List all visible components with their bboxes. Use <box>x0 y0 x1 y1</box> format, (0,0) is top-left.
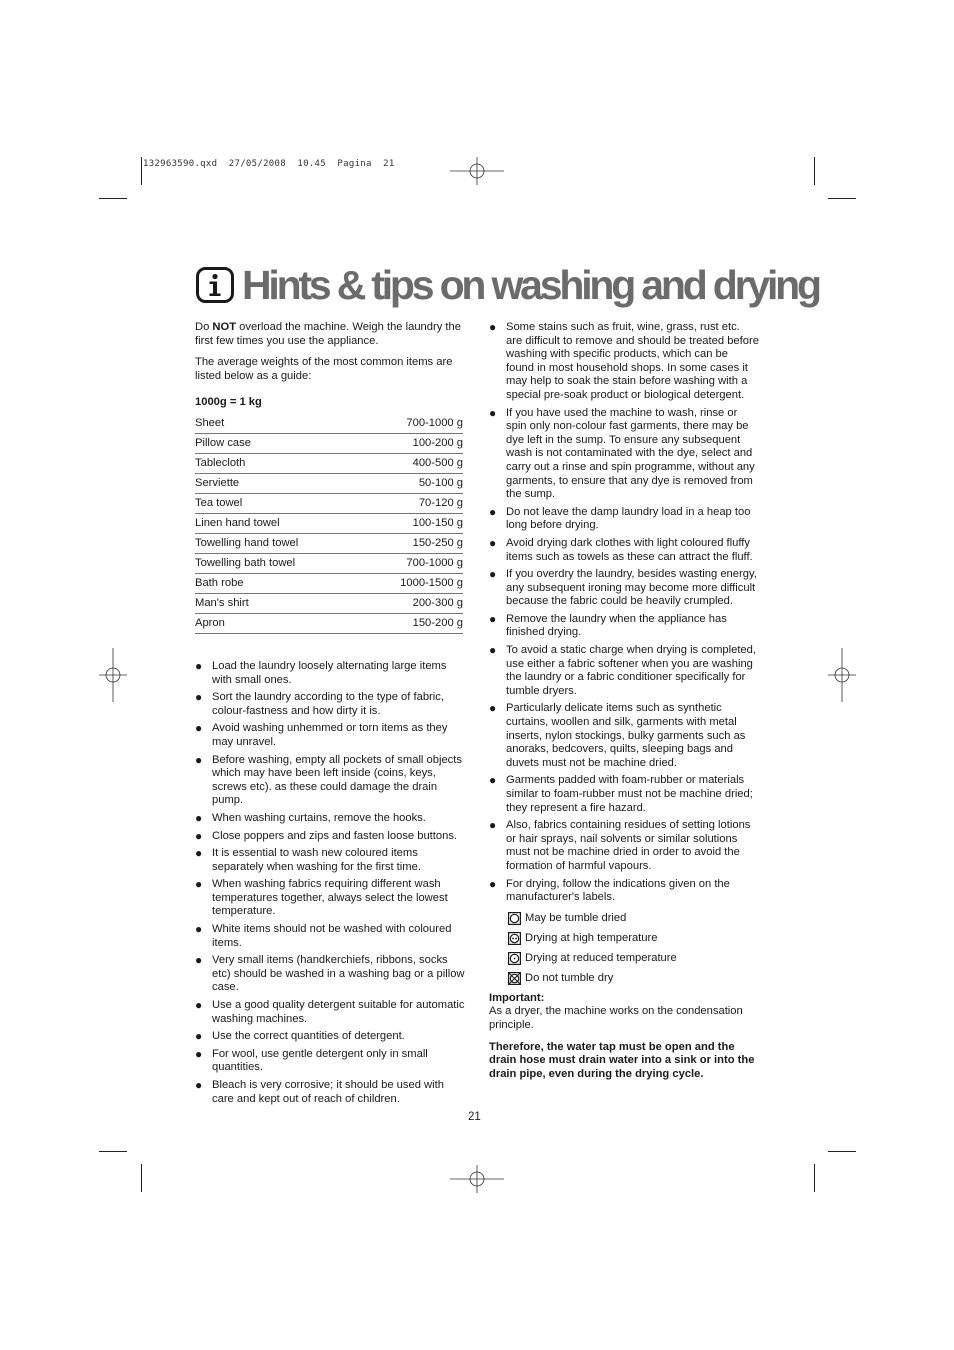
item-name: Pillow case <box>195 433 362 453</box>
care-symbol-row: Drying at reduced temperature <box>508 949 759 969</box>
bullet-icon: ● <box>195 1029 203 1044</box>
list-item-text: Close poppers and zips and fasten loose buttons. <box>212 829 458 842</box>
bullet-icon: ● <box>195 922 203 937</box>
table-row <box>195 513 463 533</box>
bullet-icon: ● <box>489 320 497 334</box>
crop-mark <box>828 1151 856 1152</box>
list-item-text: If you overdry the laundry, besides wasting energy, any subsequent ironing may become more difficult because the fabric could be heavily crumpled. <box>506 568 757 608</box>
item-name: Linen hand towel <box>195 513 362 533</box>
bullet-icon: ● <box>489 876 497 891</box>
item-weight: 70-120 g <box>362 493 463 513</box>
list-item <box>195 830 465 844</box>
bullet-icon: ● <box>489 504 497 519</box>
item-name: Tablecloth <box>195 453 362 473</box>
list-item-text: Remove the laundry when the appliance has finished drying. <box>506 612 727 639</box>
list-item <box>195 754 465 808</box>
bullet-icon: ● <box>195 752 203 767</box>
tumble-dry-icon <box>508 912 521 925</box>
intro-paragraph: Do NOT overload the machine. Weigh the laundry the first few times you use the appliance. <box>195 321 461 347</box>
table-row <box>195 533 463 553</box>
bullet-icon: ● <box>489 643 497 658</box>
list-item-text: Some stains such as fruit, wine, grass, rust etc. are difficult to remove and should be treated before washing with specific products, which can be found in most household shops. In some cases it may help to soak the stain before washing with a special pre-soak product or biological detergent. <box>506 321 759 401</box>
list-item <box>195 878 465 919</box>
drying-tips-list <box>489 321 759 905</box>
list-item <box>489 819 759 873</box>
item-weight: 700-1000 g <box>362 414 463 434</box>
list-item <box>489 644 759 698</box>
item-name: Man's shirt <box>195 593 362 613</box>
list-item-text: It is essential to wash new coloured items separately when washing for the first time. <box>212 847 421 873</box>
crop-mark <box>828 198 856 199</box>
tumble-dry-high-icon <box>508 932 521 945</box>
bullet-icon: ● <box>195 658 203 673</box>
list-item <box>195 954 465 995</box>
crop-mark <box>99 1151 127 1152</box>
item-weight: 100-150 g <box>362 513 463 533</box>
list-item <box>195 812 465 826</box>
table-row <box>195 553 463 573</box>
table-row <box>195 593 463 613</box>
list-item <box>195 660 465 687</box>
crop-mark <box>141 157 142 185</box>
care-symbol-row: Do not tumble dry <box>508 969 759 989</box>
tumble-dry-low-icon <box>508 952 521 965</box>
list-item <box>195 722 465 749</box>
table-row <box>195 433 463 453</box>
important-heading: Important: <box>489 991 545 1004</box>
registration-mark-icon <box>99 648 127 702</box>
bullet-icon: ● <box>489 567 497 582</box>
care-symbol-row: May be tumble dried <box>508 909 759 929</box>
crop-mark <box>141 1164 142 1192</box>
list-item-text: Sort the laundry according to the type of fabric, colour-fastness and how dirty it is. <box>212 691 444 717</box>
bullet-icon: ● <box>195 998 203 1013</box>
list-item <box>195 1048 465 1075</box>
do-not-tumble-dry-icon <box>508 972 521 985</box>
list-item-text: Avoid washing unhemmed or torn items as they may unravel. <box>212 722 448 748</box>
bullet-icon: ● <box>195 721 203 736</box>
list-item-text: Load the laundry loosely alternating large items with small ones. <box>212 659 447 686</box>
list-item-text: Avoid drying dark clothes with light coloured fluffy items such as towels as these can attract the fluff. <box>506 536 753 563</box>
table-row <box>195 453 463 473</box>
list-item-text: Particularly delicate items such as synthetic curtains, woollen and silk, garments with metal inserts, nylon stockings, bulky garments such as anoraks, bedcovers, quilts, sleeping bags and duvets must not be machine dried. <box>506 702 746 769</box>
list-item-text: Use a good quality detergent suitable for automatic washing machines. <box>212 999 465 1025</box>
list-item <box>195 847 465 874</box>
list-item-text: When washing fabrics requiring different wash temperatures together, always select the lowest temperature. <box>212 878 448 918</box>
item-weight: 150-200 g <box>362 613 463 633</box>
list-item <box>195 691 465 718</box>
item-weight: 200-300 g <box>362 593 463 613</box>
list-item <box>489 613 759 640</box>
list-item-text: If you have used the machine to wash, rinse or spin only non-colour fast garments, there may be dye left in the sump. To ensure any subsequent wash is not contaminated with the dye, select and carry out a rinse and spin programme, without any garments, to ensure that any dye is removed from the sump. <box>506 406 755 501</box>
table-row <box>195 414 463 434</box>
list-item <box>195 1030 465 1044</box>
list-item-text: Also, fabrics containing residues of setting lotions or hair sprays, nail solvents or similar solutions must not be machine dried in order to avoid the formation of harmful vapours. <box>506 819 751 872</box>
list-item-text: Bleach is very corrosive; it should be used with care and kept out of reach of children. <box>212 1079 444 1105</box>
list-item-text: Before washing, empty all pockets of small objects which may have been left inside (coins, keys, screws etc). as these could damage the drain pump. <box>212 753 462 807</box>
list-item <box>489 506 759 533</box>
list-item <box>489 568 759 609</box>
table-row <box>195 473 463 493</box>
list-item-text: Do not leave the damp laundry load in a heap too long before drying. <box>506 505 751 532</box>
bullet-icon: ● <box>195 1078 203 1092</box>
weights-table <box>195 414 463 634</box>
list-item-text: For drying, follow the indications given on the manufacturer's labels. <box>506 877 730 904</box>
bullet-icon: ● <box>195 810 203 825</box>
registration-mark-icon <box>450 1165 504 1193</box>
bullet-icon: ● <box>489 818 497 833</box>
weights-table-heading: 1000g = 1 kg <box>195 396 262 409</box>
item-name: Towelling bath towel <box>195 553 362 573</box>
bullet-icon: ● <box>195 828 203 843</box>
right-column <box>489 321 759 1089</box>
washing-tips-list <box>195 660 465 1106</box>
care-symbol-row: Drying at high temperature <box>508 929 759 949</box>
item-weight: 50-100 g <box>362 473 463 493</box>
emphasis-not: NOT <box>212 321 237 333</box>
bullet-icon: ● <box>195 953 203 968</box>
list-item-text: When washing curtains, remove the hooks. <box>212 811 426 824</box>
table-row <box>195 573 463 593</box>
table-row <box>195 493 463 513</box>
item-name: Sheet <box>195 414 362 434</box>
list-item <box>195 1079 465 1106</box>
bullet-icon: ● <box>489 611 497 626</box>
bullet-icon: ● <box>489 405 497 420</box>
item-name: Serviette <box>195 473 362 493</box>
page-title: Hints & tips on washing and drying <box>242 262 819 308</box>
registration-mark-icon <box>450 157 504 185</box>
list-item <box>489 702 759 770</box>
care-symbols-list <box>508 909 759 989</box>
list-item <box>195 999 465 1026</box>
crop-mark <box>99 198 127 199</box>
item-weight: 400-500 g <box>362 453 463 473</box>
item-weight: 150-250 g <box>362 533 463 553</box>
registration-mark-icon <box>828 648 856 702</box>
left-column <box>195 321 465 1110</box>
crop-mark <box>814 1164 815 1192</box>
item-name: Bath robe <box>195 573 362 593</box>
list-item-text: To avoid a static charge when drying is completed, use either a fabric softener when you are washing the laundry or a fabric conditioner specifically for tumble dryers. <box>506 644 756 697</box>
crop-mark <box>814 157 815 185</box>
list-item <box>489 537 759 564</box>
info-icon <box>196 267 234 303</box>
important-warning: Therefore, the water tap must be open and the drain hose must drain water into a sink or into the drain pipe, even during the drying cycle. <box>489 1040 755 1080</box>
list-item <box>195 923 465 950</box>
bullet-icon: ● <box>489 701 497 716</box>
list-item <box>489 407 759 502</box>
bullet-icon: ● <box>195 690 203 705</box>
list-item <box>489 774 759 815</box>
list-item <box>489 321 759 403</box>
list-item-text: For wool, use gentle detergent only in small quantities. <box>212 1047 428 1074</box>
bullet-icon: ● <box>489 535 497 550</box>
intro-paragraph-2: The average weights of the most common items are listed below as a guide: <box>195 356 453 382</box>
item-weight: 100-200 g <box>362 433 463 453</box>
item-weight: 700-1000 g <box>362 553 463 573</box>
item-name: Towelling hand towel <box>195 533 362 553</box>
item-name: Tea towel <box>195 493 362 513</box>
bullet-icon: ● <box>195 1046 203 1061</box>
page-header <box>196 262 819 308</box>
bullet-icon: ● <box>195 846 203 861</box>
bullet-icon: ● <box>195 877 203 892</box>
list-item-text: Very small items (handkerchiefs, ribbons, socks etc) should be washed in a washing bag or a pillow case. <box>212 954 465 994</box>
item-weight: 1000-1500 g <box>362 573 463 593</box>
list-item-text: Garments padded with foam-rubber or materials similar to foam-rubber must not be machine dried; they represent a fire hazard. <box>506 774 753 814</box>
page-number: 21 <box>468 1111 481 1123</box>
bullet-icon: ● <box>489 773 497 788</box>
list-item-text: Use the correct quantities of detergent. <box>212 1030 405 1043</box>
important-text: As a dryer, the machine works on the condensation principle. <box>489 1005 743 1031</box>
item-name: Apron <box>195 613 362 633</box>
print-slug: 132963590.qxd 27/05/2008 10.45 Pagina 21 <box>143 159 395 169</box>
table-row <box>195 613 463 633</box>
list-item <box>489 878 759 905</box>
list-item-text: White items should not be washed with coloured items. <box>212 923 452 949</box>
